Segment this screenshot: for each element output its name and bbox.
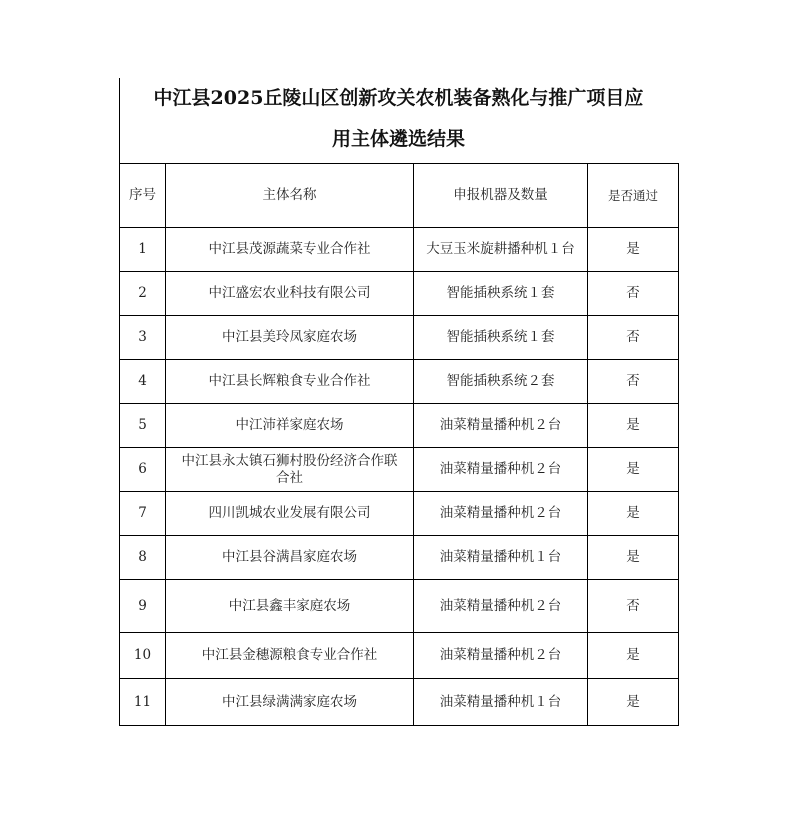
cell-machine: 智能插秧系统１套 (414, 316, 588, 360)
table-row (120, 633, 679, 679)
cell-machine: 油菜精量播种机２台 (414, 404, 588, 448)
cell-passed: 是 (588, 492, 679, 536)
table-row (120, 272, 679, 316)
table-row (120, 228, 679, 272)
cell-name: 中江沛祥家庭农场 (166, 404, 414, 448)
cell-machine: 油菜精量播种机１台 (414, 679, 588, 726)
cell-passed: 否 (588, 316, 679, 360)
cell-name: 中江县长辉粮食专业合作社 (166, 360, 414, 404)
title-line-1: 中江县2025丘陵山区创新攻关农机装备熟化与推广项目应 (153, 87, 644, 109)
cell-index: 7 (120, 492, 166, 536)
cell-machine: 大豆玉米旋耕播种机１台 (414, 228, 588, 272)
cell-name: 中江县茂源蔬菜专业合作社 (166, 228, 414, 272)
header-machine: 申报机器及数量 (414, 164, 588, 228)
header-index: 序号 (120, 164, 166, 228)
title-line-2: 用主体遴选结果 (331, 128, 465, 150)
cell-index: 10 (120, 633, 166, 679)
header-passed: 是否通过 (588, 164, 679, 228)
cell-index: 2 (120, 272, 166, 316)
cell-name: 中江县金穗源粮食专业合作社 (166, 633, 414, 679)
table-row (120, 580, 679, 633)
cell-index: 4 (120, 360, 166, 404)
cell-machine: 油菜精量播种机２台 (414, 448, 588, 492)
table-row (120, 360, 679, 404)
cell-index: 5 (120, 404, 166, 448)
cell-passed: 是 (588, 633, 679, 679)
cell-index: 6 (120, 448, 166, 492)
cell-passed: 是 (588, 404, 679, 448)
cell-index: 1 (120, 228, 166, 272)
table-row (120, 448, 679, 492)
cell-passed: 否 (588, 272, 679, 316)
cell-machine: 油菜精量播种机２台 (414, 633, 588, 679)
cell-passed: 是 (588, 536, 679, 580)
cell-machine: 智能插秧系统１套 (414, 272, 588, 316)
cell-name: 中江县谷满昌家庭农场 (166, 536, 414, 580)
cell-machine: 油菜精量播种机２台 (414, 492, 588, 536)
cell-index: 8 (120, 536, 166, 580)
table-row (120, 492, 679, 536)
table-row (120, 536, 679, 580)
results-table (119, 163, 679, 726)
document-title (120, 78, 677, 163)
cell-name: 中江县美玲凤家庭农场 (166, 316, 414, 360)
cell-index: 11 (120, 679, 166, 726)
cell-passed: 否 (588, 360, 679, 404)
table-row (120, 404, 679, 448)
cell-index: 9 (120, 580, 166, 633)
cell-name: 四川凯城农业发展有限公司 (166, 492, 414, 536)
cell-name: 中江县绿满满家庭农场 (166, 679, 414, 726)
cell-passed: 是 (588, 228, 679, 272)
header-name: 主体名称 (166, 164, 414, 228)
table-row (120, 316, 679, 360)
cell-passed: 否 (588, 580, 679, 633)
cell-name: 中江盛宏农业科技有限公司 (166, 272, 414, 316)
table-header-row (120, 164, 679, 228)
cell-name: 中江县鑫丰家庭农场 (166, 580, 414, 633)
cell-passed: 是 (588, 448, 679, 492)
cell-index: 3 (120, 316, 166, 360)
cell-name: 中江县永太镇石狮村股份经济合作联合社 (166, 448, 414, 492)
cell-machine: 油菜精量播种机２台 (414, 580, 588, 633)
table-row (120, 679, 679, 726)
cell-machine: 智能插秧系统２套 (414, 360, 588, 404)
cell-passed: 是 (588, 679, 679, 726)
cell-machine: 油菜精量播种机１台 (414, 536, 588, 580)
